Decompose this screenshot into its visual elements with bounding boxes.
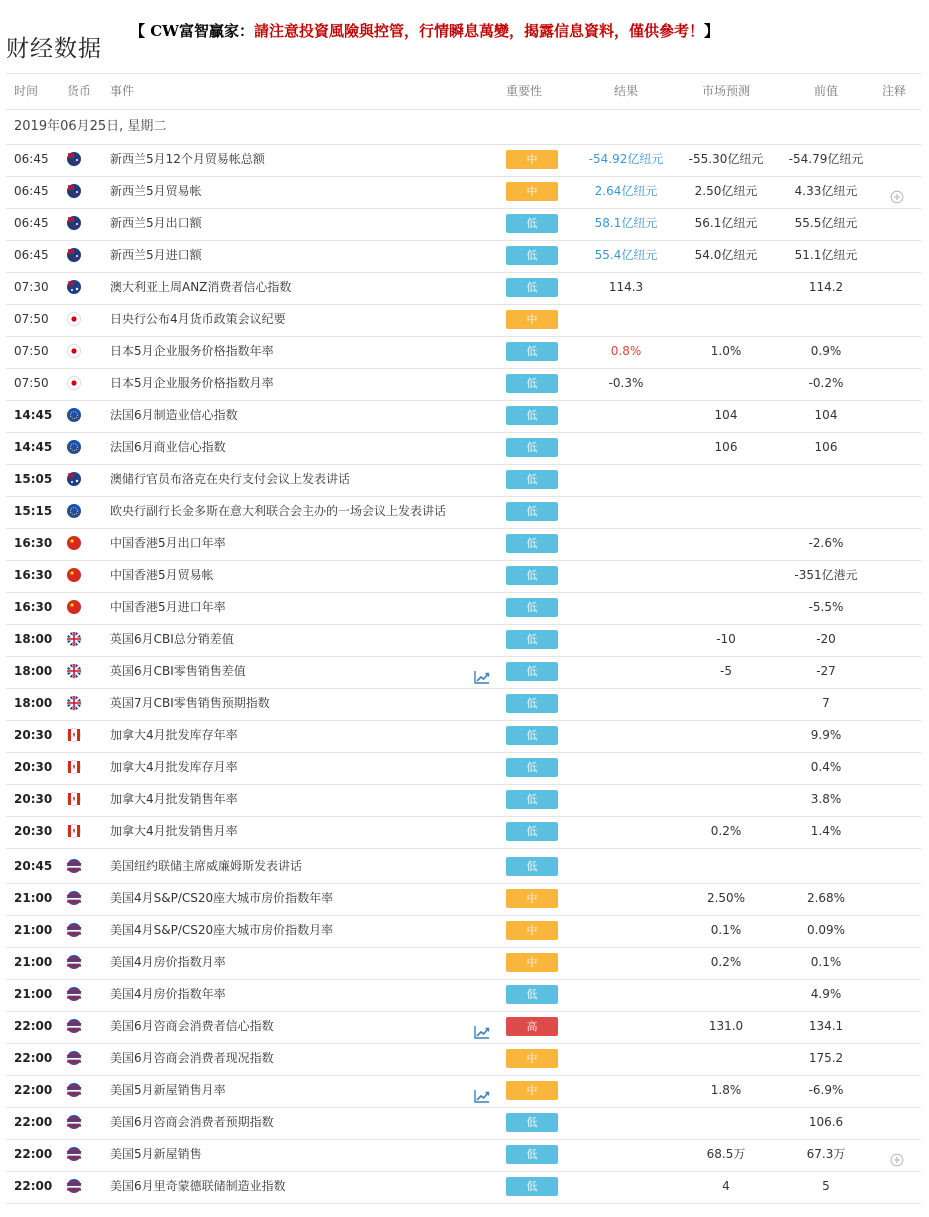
eu-flag-icon	[67, 504, 81, 518]
result-value: 0.8%	[610, 344, 642, 358]
cn-flag-icon	[67, 600, 81, 614]
table-row[interactable]	[6, 784, 921, 817]
column-header-importance: 重要性	[506, 84, 543, 98]
cn-flag-icon	[67, 568, 81, 582]
column-header-forecast: 市场预测	[701, 84, 750, 98]
event-time: 07:30	[14, 280, 49, 294]
forecast-value: 56.1亿纽元	[694, 216, 758, 230]
expand-plus-icon[interactable]	[890, 1148, 904, 1162]
event-name[interactable]: 加拿大4月批发销售月率	[110, 824, 238, 838]
event-name[interactable]: 美国4月S&P/CS20座大城市房价指数月率	[110, 923, 334, 937]
table-row[interactable]	[6, 1043, 921, 1076]
event-name[interactable]: 法国6月制造业信心指数	[110, 408, 238, 422]
previous-value: 0.1%	[810, 955, 842, 969]
expand-plus-icon[interactable]	[890, 185, 904, 199]
result-value	[576, 496, 676, 527]
event-name[interactable]: 美国4月房价指数月率	[110, 955, 226, 969]
result-value: 58.1亿纽元	[594, 216, 658, 230]
forecast-value: 104	[714, 408, 738, 422]
event-name[interactable]: 澳大利亚上周ANZ消费者信心指数	[110, 280, 292, 294]
event-time: 15:05	[14, 472, 53, 486]
event-name[interactable]: 日本5月企业服务价格指数年率	[110, 344, 274, 358]
event-time: 14:45	[14, 440, 53, 454]
nz-flag-icon	[67, 184, 81, 198]
importance-badge: 低	[506, 438, 558, 457]
forecast-value	[676, 784, 776, 815]
table-row[interactable]	[6, 208, 921, 241]
event-name[interactable]: 日本5月企业服务价格指数月率	[110, 376, 274, 390]
event-time: 20:30	[14, 728, 53, 742]
forecast-value	[676, 272, 776, 303]
result-value	[576, 947, 676, 978]
event-time: 14:45	[14, 408, 53, 422]
importance-badge: 低	[506, 985, 558, 1004]
event-time: 21:00	[14, 923, 53, 937]
table-row[interactable]	[6, 624, 921, 657]
importance-badge: 低	[506, 534, 558, 553]
forecast-value	[676, 560, 776, 591]
table-header	[6, 73, 921, 110]
forecast-value: 1.0%	[710, 344, 742, 358]
previous-value: -27	[816, 664, 836, 678]
importance-badge: 中	[506, 150, 558, 169]
us-flag-icon	[67, 1179, 81, 1193]
event-name[interactable]: 法国6月商业信心指数	[110, 440, 226, 454]
importance-badge: 中	[506, 1049, 558, 1068]
jp-flag-icon	[67, 312, 81, 326]
result-value	[576, 400, 676, 431]
forecast-value	[676, 528, 776, 559]
previous-value: 9.9%	[810, 728, 842, 742]
previous-value: 7	[822, 696, 830, 710]
event-time: 21:00	[14, 955, 53, 969]
trend-chart-icon[interactable]	[474, 665, 490, 679]
event-name[interactable]: 美国纽约联储主席威廉姆斯发表讲话	[110, 859, 303, 873]
previous-value: -0.2%	[808, 376, 844, 390]
event-name[interactable]: 英国6月CBI总分销差值	[110, 632, 234, 646]
importance-badge: 中	[506, 1081, 558, 1100]
importance-badge: 低	[506, 214, 558, 233]
previous-value: 0.9%	[810, 344, 842, 358]
table-row[interactable]	[6, 883, 921, 916]
importance-badge: 低	[506, 758, 558, 777]
event-time: 22:00	[14, 1115, 53, 1129]
table-row[interactable]	[6, 915, 921, 948]
result-value	[576, 1011, 676, 1042]
event-time: 22:00	[14, 1083, 53, 1097]
table-row[interactable]	[6, 1011, 921, 1044]
us-flag-icon	[67, 859, 81, 873]
ca-flag-icon	[67, 824, 81, 838]
result-value: -0.3%	[608, 376, 644, 390]
forecast-value: -5	[720, 664, 732, 678]
importance-badge: 低	[506, 1145, 558, 1164]
table-row[interactable]	[6, 1171, 921, 1204]
eu-flag-icon	[67, 408, 81, 422]
previous-value: -351亿港元	[794, 568, 858, 582]
event-name[interactable]: 新西兰5月出口额	[110, 216, 202, 230]
importance-badge: 低	[506, 790, 558, 809]
forecast-value	[676, 752, 776, 783]
importance-badge: 低	[506, 406, 558, 425]
event-name[interactable]: 中国香港5月进口年率	[110, 600, 226, 614]
forecast-value	[676, 1043, 776, 1074]
date-label: 2019年06月25日, 星期二	[14, 119, 167, 134]
result-value: 55.4亿纽元	[594, 248, 658, 262]
importance-badge: 低	[506, 566, 558, 585]
result-value	[576, 1107, 676, 1138]
event-name[interactable]: 美国5月新屋销售	[110, 1147, 202, 1161]
table-row[interactable]	[6, 336, 921, 369]
previous-value: 0.4%	[810, 760, 842, 774]
previous-value: 1.4%	[810, 824, 842, 838]
column-header-previous: 前值	[813, 84, 838, 98]
event-time: 21:00	[14, 987, 53, 1001]
event-time: 16:30	[14, 600, 53, 614]
previous-value: -6.9%	[808, 1083, 844, 1097]
importance-badge: 低	[506, 374, 558, 393]
previous-value: -5.5%	[808, 600, 844, 614]
event-time: 22:00	[14, 1019, 53, 1033]
us-flag-icon	[67, 955, 81, 969]
forecast-value	[676, 464, 776, 495]
nz-flag-icon	[67, 216, 81, 230]
forecast-value	[676, 592, 776, 623]
table-row[interactable]	[6, 464, 921, 497]
forecast-value: 68.5万	[706, 1147, 746, 1161]
result-value	[576, 915, 676, 946]
forecast-value	[676, 304, 776, 335]
result-value	[576, 720, 676, 751]
importance-badge: 低	[506, 822, 558, 841]
table-row[interactable]	[6, 144, 921, 177]
au-flag-icon	[67, 280, 81, 294]
banner-open-bracket: 【	[130, 22, 146, 40]
previous-value: 114.2	[808, 280, 844, 294]
forecast-value: -10	[716, 632, 736, 646]
event-time: 06:45	[14, 152, 49, 166]
table-row[interactable]	[6, 1107, 921, 1140]
gb-flag-icon	[67, 632, 81, 646]
forecast-value	[676, 720, 776, 751]
previous-value	[776, 464, 876, 495]
result-value	[576, 1075, 676, 1106]
table-row[interactable]	[6, 947, 921, 980]
disclaimer-banner	[130, 20, 719, 41]
previous-value: 134.1	[808, 1019, 844, 1033]
event-name[interactable]: 美国6月咨商会消费者现况指数	[110, 1051, 274, 1065]
event-name[interactable]: 澳储行官员布洛克在央行支付会议上发表讲话	[110, 472, 351, 486]
table-row[interactable]	[6, 656, 921, 689]
table-row[interactable]	[6, 176, 921, 209]
previous-value: 51.1亿纽元	[794, 248, 858, 262]
previous-value: 175.2	[808, 1051, 844, 1065]
table-row[interactable]	[6, 496, 921, 529]
event-time: 22:00	[14, 1179, 53, 1193]
forecast-value	[676, 496, 776, 527]
table-row[interactable]	[6, 304, 921, 337]
previous-value: 3.8%	[810, 792, 842, 806]
trend-chart-icon[interactable]	[474, 1020, 490, 1034]
column-header-note: 注释	[882, 84, 907, 98]
table-row[interactable]	[6, 432, 921, 465]
importance-badge: 低	[506, 342, 558, 361]
event-name[interactable]: 新西兰5月贸易帐	[110, 184, 202, 198]
banner-brand: CW富智贏家：	[145, 22, 255, 40]
event-time: 20:30	[14, 824, 53, 838]
table-row[interactable]	[6, 1139, 921, 1172]
table-row[interactable]	[6, 272, 921, 305]
forecast-value: 1.8%	[710, 1083, 742, 1097]
us-flag-icon	[67, 1083, 81, 1097]
us-flag-icon	[67, 1051, 81, 1065]
table-row[interactable]	[6, 592, 921, 625]
result-value: 2.64亿纽元	[594, 184, 658, 198]
nz-flag-icon	[67, 152, 81, 166]
forecast-value: 131.0	[708, 1019, 744, 1033]
eu-flag-icon	[67, 440, 81, 454]
cn-flag-icon	[67, 536, 81, 550]
event-time: 07:50	[14, 312, 49, 326]
page-title: 财经数据	[6, 36, 102, 62]
event-name[interactable]: 英国7月CBI零售销售预期指数	[110, 696, 270, 710]
event-time: 07:50	[14, 376, 49, 390]
importance-badge: 低	[506, 278, 558, 297]
event-name[interactable]: 美国6月咨商会消费者信心指数	[110, 1019, 274, 1033]
event-name[interactable]: 英国6月CBI零售销售差值	[110, 664, 246, 678]
importance-badge: 低	[506, 1113, 558, 1132]
event-time: 20:30	[14, 760, 53, 774]
table-row[interactable]	[6, 368, 921, 401]
event-name[interactable]: 美国5月新屋销售月率	[110, 1083, 226, 1097]
column-header-currency: 货币	[67, 84, 92, 98]
table-row[interactable]	[6, 1075, 921, 1108]
nz-flag-icon	[67, 248, 81, 262]
result-value	[576, 688, 676, 719]
importance-badge: 低	[506, 246, 558, 265]
event-name[interactable]: 加拿大4月批发库存年率	[110, 728, 238, 742]
au-flag-icon	[67, 472, 81, 486]
previous-value: 67.3万	[806, 1147, 846, 1161]
us-flag-icon	[67, 1019, 81, 1033]
ca-flag-icon	[67, 728, 81, 742]
gb-flag-icon	[67, 664, 81, 678]
importance-badge: 中	[506, 889, 558, 908]
column-header-result: 结果	[613, 84, 638, 98]
table-row[interactable]	[6, 400, 921, 433]
us-flag-icon	[67, 891, 81, 905]
event-name[interactable]: 美国6月里奇蒙德联储制造业指数	[110, 1179, 286, 1193]
result-value	[576, 464, 676, 495]
forecast-value	[676, 851, 776, 882]
previous-value: 4.33亿纽元	[794, 184, 858, 198]
result-value	[576, 816, 676, 847]
event-time: 18:00	[14, 664, 53, 678]
result-value	[576, 432, 676, 463]
result-value	[576, 979, 676, 1010]
result-value: 114.3	[608, 280, 644, 294]
ca-flag-icon	[67, 792, 81, 806]
forecast-value: 4	[722, 1179, 730, 1193]
event-time: 07:50	[14, 344, 49, 358]
importance-badge: 低	[506, 857, 558, 876]
importance-badge: 低	[506, 630, 558, 649]
table-row[interactable]	[6, 720, 921, 753]
result-value	[576, 883, 676, 914]
event-time: 21:00	[14, 891, 53, 905]
result-value	[576, 1043, 676, 1074]
importance-badge: 中	[506, 921, 558, 940]
jp-flag-icon	[67, 344, 81, 358]
us-flag-icon	[67, 923, 81, 937]
event-time: 20:45	[14, 859, 53, 873]
forecast-value	[676, 688, 776, 719]
previous-value: 0.09%	[806, 923, 846, 937]
event-name[interactable]: 日央行公布4月货币政策会议纪要	[110, 312, 286, 326]
previous-value: 106	[814, 440, 838, 454]
event-time: 22:00	[14, 1147, 53, 1161]
table-row[interactable]	[6, 851, 921, 884]
previous-value: 106.6	[808, 1115, 844, 1129]
previous-value: -54.79亿纽元	[788, 152, 864, 166]
event-time: 16:30	[14, 568, 53, 582]
table-row[interactable]	[6, 240, 921, 273]
event-name[interactable]: 美国4月S&P/CS20座大城市房价指数年率	[110, 891, 334, 905]
result-value	[576, 560, 676, 591]
previous-value: 5	[822, 1179, 830, 1193]
table-row[interactable]	[6, 752, 921, 785]
forecast-value: 54.0亿纽元	[694, 248, 758, 262]
result-value	[576, 784, 676, 815]
ca-flag-icon	[67, 760, 81, 774]
table-row[interactable]	[6, 816, 921, 849]
table-row[interactable]	[6, 528, 921, 561]
forecast-value: 0.2%	[710, 955, 742, 969]
event-name[interactable]: 加拿大4月批发销售年率	[110, 792, 238, 806]
event-time: 20:30	[14, 792, 53, 806]
event-name[interactable]: 新西兰5月12个月贸易帐总额	[110, 152, 265, 166]
result-value	[576, 624, 676, 655]
event-name[interactable]: 中国香港5月出口年率	[110, 536, 226, 550]
event-time: 18:00	[14, 632, 53, 646]
importance-badge: 低	[506, 1177, 558, 1196]
event-name[interactable]: 加拿大4月批发库存月率	[110, 760, 238, 774]
importance-badge: 低	[506, 662, 558, 681]
forecast-value: -55.30亿纽元	[688, 152, 764, 166]
result-value	[576, 656, 676, 687]
forecast-value	[676, 979, 776, 1010]
importance-badge: 高	[506, 1017, 558, 1036]
result-value	[576, 528, 676, 559]
table-row[interactable]	[6, 688, 921, 721]
previous-value: 104	[814, 408, 838, 422]
event-name[interactable]: 欧央行副行长金多斯在意大利联合会主办的一场会议上发表讲话	[110, 504, 447, 518]
us-flag-icon	[67, 1115, 81, 1129]
trend-chart-icon[interactable]	[474, 1084, 490, 1098]
forecast-value: 0.1%	[710, 923, 742, 937]
event-name[interactable]: 中国香港5月贸易帐	[110, 568, 214, 582]
importance-badge: 低	[506, 598, 558, 617]
previous-value: 4.9%	[810, 987, 842, 1001]
importance-badge: 中	[506, 310, 558, 329]
importance-badge: 低	[506, 694, 558, 713]
event-time: 18:00	[14, 696, 53, 710]
gb-flag-icon	[67, 696, 81, 710]
importance-badge: 低	[506, 470, 558, 489]
event-time: 22:00	[14, 1051, 53, 1065]
result-value	[576, 304, 676, 335]
result-value	[576, 752, 676, 783]
previous-value: 55.5亿纽元	[794, 216, 858, 230]
event-time: 06:45	[14, 216, 49, 230]
banner-close-bracket: 】	[704, 22, 720, 40]
result-value	[576, 1139, 676, 1170]
event-name[interactable]: 美国6月咨商会消费者预期指数	[110, 1115, 274, 1129]
column-header-event: 事件	[110, 84, 135, 98]
table-row[interactable]	[6, 979, 921, 1012]
result-value	[576, 1171, 676, 1202]
forecast-value	[676, 368, 776, 399]
importance-badge: 低	[506, 502, 558, 521]
previous-value: -20	[816, 632, 836, 646]
forecast-value	[676, 1107, 776, 1138]
previous-value	[776, 304, 876, 335]
event-time: 15:15	[14, 504, 53, 518]
importance-badge: 低	[506, 726, 558, 745]
importance-badge: 中	[506, 953, 558, 972]
event-time: 06:45	[14, 184, 49, 198]
previous-value: -2.6%	[808, 536, 844, 550]
table-row[interactable]	[6, 560, 921, 593]
event-time: 06:45	[14, 248, 49, 262]
jp-flag-icon	[67, 376, 81, 390]
date-group-row	[6, 109, 921, 145]
previous-value	[776, 851, 876, 882]
event-name[interactable]: 美国4月房价指数年率	[110, 987, 226, 1001]
forecast-value: 106	[714, 440, 738, 454]
forecast-value: 2.50%	[706, 891, 746, 905]
event-name[interactable]: 新西兰5月进口额	[110, 248, 202, 262]
result-value	[576, 851, 676, 882]
event-time: 16:30	[14, 536, 53, 550]
column-header-time: 时间	[14, 84, 39, 98]
forecast-value: 2.50亿纽元	[694, 184, 758, 198]
us-flag-icon	[67, 1147, 81, 1161]
us-flag-icon	[67, 987, 81, 1001]
importance-badge: 中	[506, 182, 558, 201]
result-value: -54.92亿纽元	[588, 152, 664, 166]
previous-value	[776, 496, 876, 527]
result-value	[576, 592, 676, 623]
previous-value: 2.68%	[806, 891, 846, 905]
banner-message: 請注意投資風險與控管，行情瞬息萬變，揭露信息資料，僅供參考！	[254, 22, 705, 40]
forecast-value: 0.2%	[710, 824, 742, 838]
